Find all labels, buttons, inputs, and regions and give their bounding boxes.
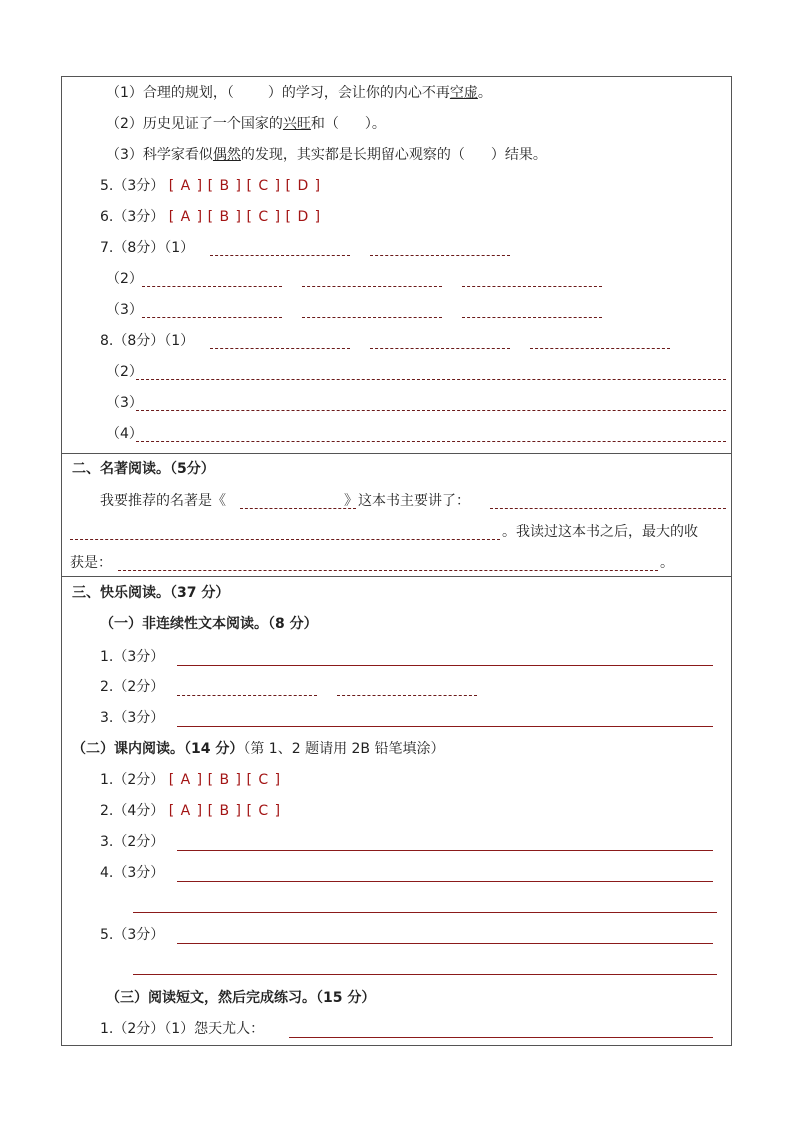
sub2-q3: 3.（2分） [100,834,165,850]
q7-sub2 [106,269,143,289]
answer-line[interactable] [177,726,713,727]
question-6 [100,207,321,227]
sentence-text: ）结果。 [490,147,547,163]
option-a[interactable]: [ A ] [168,209,204,225]
option-d[interactable]: [ D ] [285,178,322,194]
prompt-text: 》这本书主要讲了： [344,493,470,509]
answer-blank[interactable] [462,286,602,287]
book-line-end: 。 [660,555,674,571]
answer-blank[interactable] [370,255,510,256]
sentence-3 [106,145,547,165]
subsection-heading: （一）非连续性文本阅读。（8 分） [100,616,318,632]
answer-blank[interactable] [142,286,282,287]
answer-blank[interactable] [462,317,602,318]
section-happy-reading [62,576,731,1047]
answer-blank[interactable] [302,286,442,287]
option-c[interactable]: [ C ] [246,209,282,225]
option-c[interactable]: [ C ] [246,178,282,194]
option-a[interactable]: [ A ] [168,178,204,194]
sub-label: （2） [106,271,143,287]
sentence-text: 合理的规划，（ [142,85,234,101]
option-c[interactable]: [ C ] [246,803,282,819]
answer-line[interactable] [177,881,713,882]
book-title-blank[interactable] [240,508,356,509]
sub-label: （1） [164,333,195,349]
option-b[interactable]: [ B ] [207,178,243,194]
book-summary-blank[interactable] [490,508,726,509]
option-b[interactable]: [ B ] [207,772,243,788]
answer-blank[interactable] [177,695,317,696]
sub1-q3: 3.（3分） [100,710,165,726]
question-label: 6.（3分） [100,209,165,225]
sub1-q2: 2.（2分） [100,679,165,695]
option-a[interactable]: [ A ] [168,772,204,788]
underlined-word: 兴旺 [282,116,311,132]
answer-line[interactable] [177,665,713,666]
sentence-text: 。 [477,85,492,101]
book-summary-blank[interactable] [70,539,500,540]
sentence-text: 的发现，其实都是长期留心观察的（ [240,147,465,163]
option-b[interactable]: [ B ] [207,803,243,819]
answer-line[interactable] [177,850,713,851]
sub1-q1: 1.（3分） [100,649,165,665]
sentence-1 [106,83,492,103]
q7-sub3 [106,300,143,320]
prompt-text: 我要推荐的名著是《 [100,493,226,509]
sentence-text: ）。 [364,116,386,132]
subsection-2-heading [72,739,445,759]
answer-line[interactable] [177,943,713,944]
answer-blank[interactable] [210,348,350,349]
answer-blank[interactable] [370,348,510,349]
answer-blank[interactable] [337,695,477,696]
answer-blank[interactable] [210,255,350,256]
question-label: 8.（8分） [100,333,165,349]
subsection-note: （第 1、2 题请用 2B 铅笔填涂） [243,741,445,757]
sub2-q2 [100,801,281,821]
book-line-3: 获是： [70,555,112,571]
section-heading: 二、名著阅读。（5分） [72,461,215,477]
sub-label: （4） [106,426,143,442]
answer-blank[interactable] [302,317,442,318]
underlined-word: 空虚 [449,85,478,101]
sub-label: （3） [106,395,143,411]
section-famous-books [62,453,731,577]
answer-blank[interactable] [136,410,726,411]
underlined-word: 偶然 [212,147,241,163]
sub2-q5: 5.（3分） [100,927,165,943]
item-number: （1） [106,85,143,101]
sub-label: （1） [164,240,195,256]
question-label: 7.（8分） [100,240,165,256]
sentence-text: ）的学习，会让你的内心不再 [267,85,450,101]
answer-blank[interactable] [142,317,282,318]
section-heading: 三、快乐阅读。（37 分） [72,585,230,601]
answer-line[interactable] [289,1037,713,1038]
subsection-heading: （二）课内阅读。（14 分） [72,741,244,757]
question-5 [100,176,321,196]
sentence-text: 科学家看似 [142,147,213,163]
item-number: （2） [106,116,143,132]
sentence-text: 历史见证了一个国家的 [142,116,283,132]
sub-label: （2） [106,364,143,380]
sub2-q4: 4.（3分） [100,865,165,881]
option-b[interactable]: [ B ] [207,209,243,225]
question-label: 2.（4分） [100,803,165,819]
answer-line[interactable] [133,974,717,975]
question-label: 5.（3分） [100,178,165,194]
answer-line[interactable] [133,912,717,913]
sub2-q1 [100,770,281,790]
subsection-3-heading: （三）阅读短文，然后完成练习。（15 分） [106,990,376,1006]
answer-blank[interactable] [136,441,726,442]
item-number: （3） [106,147,143,163]
answer-sheet [61,76,732,1046]
answer-blank[interactable] [530,348,670,349]
option-c[interactable]: [ C ] [246,772,282,788]
sentence-2 [106,114,386,134]
question-7 [100,238,194,258]
sub3-q1: 1.（2分）（1）怨天尤人： [100,1021,265,1037]
book-gain-blank[interactable] [118,570,658,571]
book-line-2: 。我读过这本书之后，最大的收 [502,524,698,540]
option-a[interactable]: [ A ] [168,803,204,819]
answer-blank[interactable] [136,379,726,380]
option-d[interactable]: [ D ] [285,209,322,225]
question-8 [100,331,194,351]
sub-label: （3） [106,302,143,318]
sentence-text: 和（ [310,116,339,132]
question-label: 1.（2分） [100,772,165,788]
